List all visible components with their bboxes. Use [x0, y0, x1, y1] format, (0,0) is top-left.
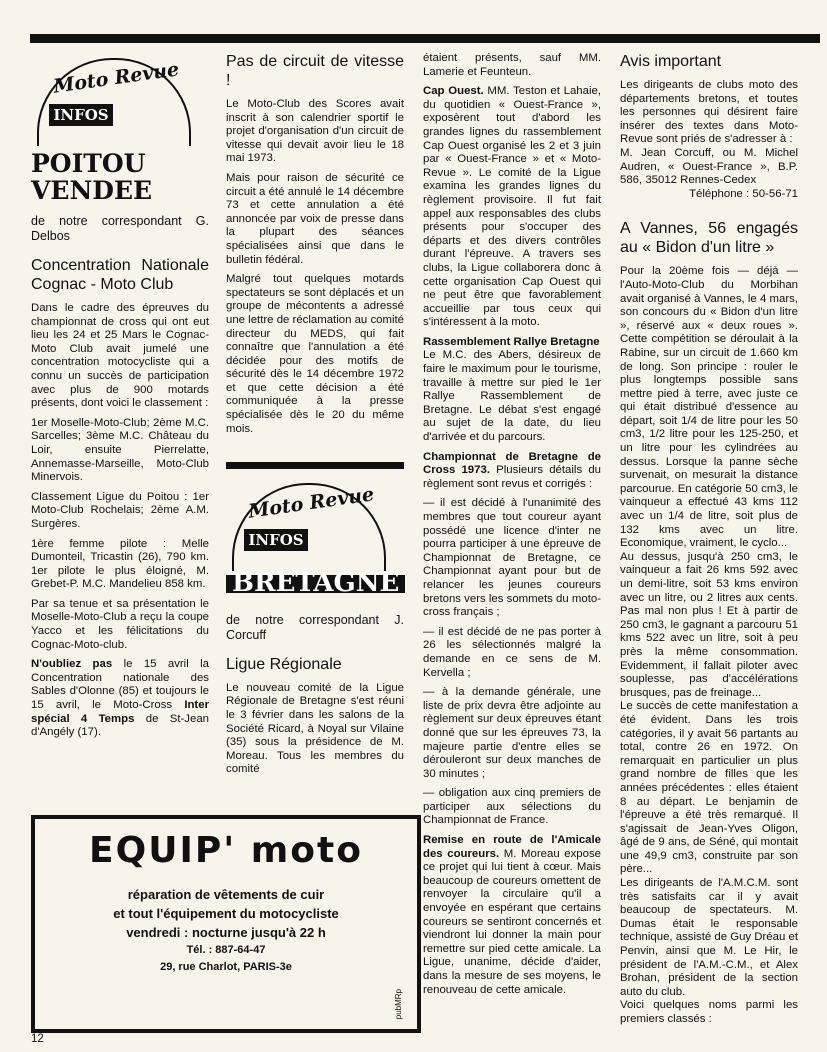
paragraph: Le nouveau comité de la Ligue Régionale de Bretagne s'est réuni le 3 février dans les salons de la Société Ricard, à Noyal sur Vilaine (35) sous la présidence de M. Moreau. Tous les membres du comité [226, 681, 404, 776]
ad-line: réparation de vêtements de cuir [127, 887, 325, 902]
paragraph: — il est décidé à l'unanimité des membres que tout coureur ayant possédé une licence d'inter ne pourra participer à une épreuve de Championnat de Bretagne, ce Championnat ayant pour but de relancer les jeunes coureurs bretons vers les sommets du moto-cross français ; [423, 497, 601, 619]
equip-moto-logo: EQUIP' moto [89, 830, 363, 871]
correspondent-line: de notre correspondant J. Corcuff [226, 612, 404, 642]
paragraph: Mais pour raison de sécurité ce circuit a été annulé le 14 décembre 73 et cette annulation a été annoncée par voix de presse dans la plupart des séances spécialisées ainsi que dans le bulletin fédéral. [226, 171, 404, 266]
ad-address: 29, rue Charlot, PARIS-3e [160, 961, 292, 973]
region-heading-poitou: POITOU VENDEE [31, 149, 153, 205]
telephone-line: Téléphone : 50-56-71 [689, 187, 798, 200]
paragraph: Voici quelques noms parmi les premiers classés : [620, 999, 798, 1025]
ad-telephone: Tél. : 887-64-47 [186, 944, 266, 956]
ad-line: et tout l'équipement du motocycliste [113, 906, 339, 921]
bold-lead: N'oubliez pas [31, 658, 113, 671]
bold-lead: Remise en route de l'Amicale des coureurs. [423, 834, 601, 860]
paragraph: Pour la 20ème fois — déjà — l'Auto-Moto-Club du Morbihan avait organisé à Vannes, le 4 mars, son concours du « Bidon d'un litre », réservé aux « deux roues ». Cette compétition se déroulait à la Rabine, sur un circuit de 1.660 km de long. Son principe : rouler le plus longtemps possible sans mettre pied à terre, avec juste ce qui était distribué d'essence au départ, soit 1/4 de litre pour les 50 cm3, 1/2 litre pour les 125-250, et un litre pour les cylindrées au dessus. Lorsque la panne sèche survenait, on mesurait la distance parcourue. En catégorie 50 cm3, le vainqueur a effectué 43 kms 112 avec un 1/4 de litre, soit plus de 132 kms avec un litre. Economique, vraiment, le cyclo... [620, 265, 798, 550]
paragraph [423, 834, 601, 997]
paragraph: Malgré tout quelques motards spectateurs se sont déplacés et un groupe de mécontents a adressé une lettre de réclamation au comité directeur du MEDS, qui fait connaître que l'annulation a été décidée pour des motifs de sécurité dès le 14 décembre 1972 et que cette décision a été communiquée à la presse spécialisée dès le 20 du même mois. [226, 273, 404, 435]
paragraph [423, 85, 601, 330]
equip-moto-advertisement [31, 815, 421, 1033]
paragraph: — à la demande générale, une liste de prix devra être adjointe au règlement sur deux épreuves étant donné que sur les épreuves 73, la majeure partie d'entre elles se dérouleront sur deux manches de 30 minutes ; [423, 686, 601, 780]
section-rule [226, 462, 404, 469]
paragraph [423, 451, 601, 492]
logo-title: Moto Revue [52, 58, 181, 98]
paragraph: Au dessus, jusqu'à 250 cm3, le vainqueur a fait 26 kms 592 avec un demi-litre, soit 53 kms environ avec un litre, ou 2 litres aux cents. Pas mal non plus ! Et à partir de 250 cm3, le gagnant a parcouru 51 kms 522 avec un litre, soit à peu près la même consommation. Evidemment, il fallait piloter avec souplesse, pas d'accélérations brusques, pas de freinage... [620, 550, 798, 699]
paragraph: étaient présents, sauf MM. Lamerie et Feunteun. [423, 52, 601, 78]
text: Plusieurs détails du règlement sont revus et corrigés : [423, 464, 601, 490]
moto-revue-infos-logo [37, 58, 191, 146]
article-title: Avis important [620, 53, 722, 70]
paragraph: Dans le cadre des épreuves du championnat de cross qui ont eut lieu les 24 et 25 Mars le Cognac-Moto Club avait jumelé une concentration motocycliste qui a connu un succès de participation avec plus de 900 motards présents, dont voici le classement : [31, 302, 209, 410]
bold-text: Inter spécial 4 Temps [31, 699, 209, 725]
paragraph: Le succès de cette manifestation a été évident. Dans les trois catégories, il y avait 56 partants au total, contre 26 en 1972. On remarquait en particulier un plus grand nombre de filles que les années précédentes : elles étaient 8 au départ. Le benjamin de l'épreuve a été très remarqué. Il s'agissait de Jean-Yves Oligon, âgé de 9 ans, de Séné, qui montait une 49,9 cm3, construite par son père... [620, 700, 798, 876]
paragraph [31, 658, 209, 740]
logo-band: INFOS [244, 529, 308, 551]
moto-revue-infos-logo [232, 483, 386, 571]
column-4 [620, 52, 798, 1033]
article-title: A Vannes, 56 engagés au « Bidon d'un litre » [620, 220, 798, 257]
paragraph: — obligation aux cinq premiers de participer aux sélections du Championnat de France. [423, 787, 601, 827]
paragraph: M. Jean Corcuff, ou M. Michel Audren, « Ouest-France », B.P. 586, 35012 Rennes-Cedex [620, 146, 798, 187]
paragraph: 1er Moselle-Moto-Club; 2ème M.C. Sarcelles; 3ème M.C. Château du Loir, ensuite Pierrelatte, Annemasse-Marseille, Moto-Club Minervois. [31, 416, 209, 484]
paragraph: 1ère femme pilote : Melle Dumonteil, Tricastin (26), 790 km. 1er pilote le plus éloigné, M. Grebet-P. M.C. Mandelieu 858 km. [31, 537, 209, 591]
ad-credit: pubMRp [394, 988, 403, 1019]
paragraph: Le Moto-Club des Scores avait inscrit à son calendrier sportif le projet d'organisation d'un circuit de vitesse qui devait avoir lieu le 18 mai 1973. [226, 98, 404, 165]
paragraph: Les dirigeants de l'A.M.C.M. sont très satisfaits car il y avait beaucoup de spectateurs. M. Dumas était le responsable technique, assisté de Guy Dréau et Penvin, ainsi que M. Le Hir, le président de l'A.M.-C.M., et Alex Brohan, président de la section auto du club. [620, 877, 798, 998]
column-3 [423, 52, 601, 1003]
article-title: Concentration Nationale Cognac - Moto Club [31, 257, 209, 293]
sub-heading: Rassemblement Rallye Bretagne [423, 335, 600, 348]
column-1 [31, 52, 209, 746]
correspondent-line: de notre correspondant G. Delbos [31, 214, 209, 243]
paragraph: — il est décidé de ne pas porter à 26 les sélectionnés malgré la demande en ce sens de M. Kervella ; [423, 625, 601, 679]
ad-line: vendredi : nocturne jusqu'à 22 h [126, 925, 326, 940]
paragraph: Le M.C. des Abers, désireux de faire le maximum pour le tourisme, travaille à mettre sur pied le 1er Rallye Rassemblement de Bretagne. Le débat s'est engagé au sujet de la date, du lieu d'arrivée et du parcours. [423, 349, 601, 444]
paragraph: Par sa tenue et sa présentation le Moselle-Moto-Club a reçu la coupe Yacco et les félicitations du Cognac-Moto-club. [31, 597, 209, 651]
column-2 [226, 52, 404, 783]
bold-lead: Championnat de Bretagne de Cross 1973. [423, 450, 601, 477]
text: de St-Jean d'Angély (17). [31, 712, 209, 739]
logo-band: INFOS [49, 104, 113, 126]
bold-lead: Cap Ouest. [423, 85, 484, 98]
paragraph: Les dirigeants de clubs moto des départements bretons, et toutes les personnes qui désirent faire insérer des textes dans Moto-Revue sont priés de s'adresser à : [620, 79, 798, 146]
top-rule [30, 34, 820, 43]
paragraph: Classement Ligue du Poitou : 1er Moto-Club Rochelais; 2ème A.M. Surgères. [31, 490, 209, 530]
article-title: Ligue Régionale [226, 655, 342, 673]
page-number: 12 [31, 1033, 44, 1045]
article-title: Pas de circuit de vitesse ! [226, 53, 404, 89]
region-heading-bretagne: BRETAGNE [226, 575, 405, 593]
text: le 15 avril la Concentration nationale des Sables d'Olonne (85) et toujours le 15 avril, le Moto-Cross [31, 658, 209, 712]
logo-title: Moto Revue [247, 483, 376, 523]
text: MM. Teston et Lahaie, du quotidien « Ouest-France », exposèrent tout d'abord les grandes lignes du rassemblement Cap Ouest organisé les 2 et 3 juin par « Ouest-France » et « Moto-Revue ». Le comité de la Ligue examina les grandes lignes du règlement provisoire. Il fut fait appel aux responsables des clubs présents pour s'occuper des départs et des divers contrôles durant l'épreuve. A travers ses clubs, la Ligue collaborera donc à cette organisation Cap Ouest qui ne peut être que favorablement accueillie par tous ceux qui s'intéressent à la moto. [423, 85, 601, 329]
text: M. Moreau expose ce projet qui lui tient à cœur. Mais beaucoup de coureurs omettent de renvoyer la circulaire qu'il a envoyée en espérant que certains coureurs se sentiront concernés et viendront lui donner la main pour remettre sur pied cette amicale. La Ligue, unanime, décide d'aider, dans la mesure de ses moyens, le renouveau de cette amicale. [423, 847, 602, 996]
